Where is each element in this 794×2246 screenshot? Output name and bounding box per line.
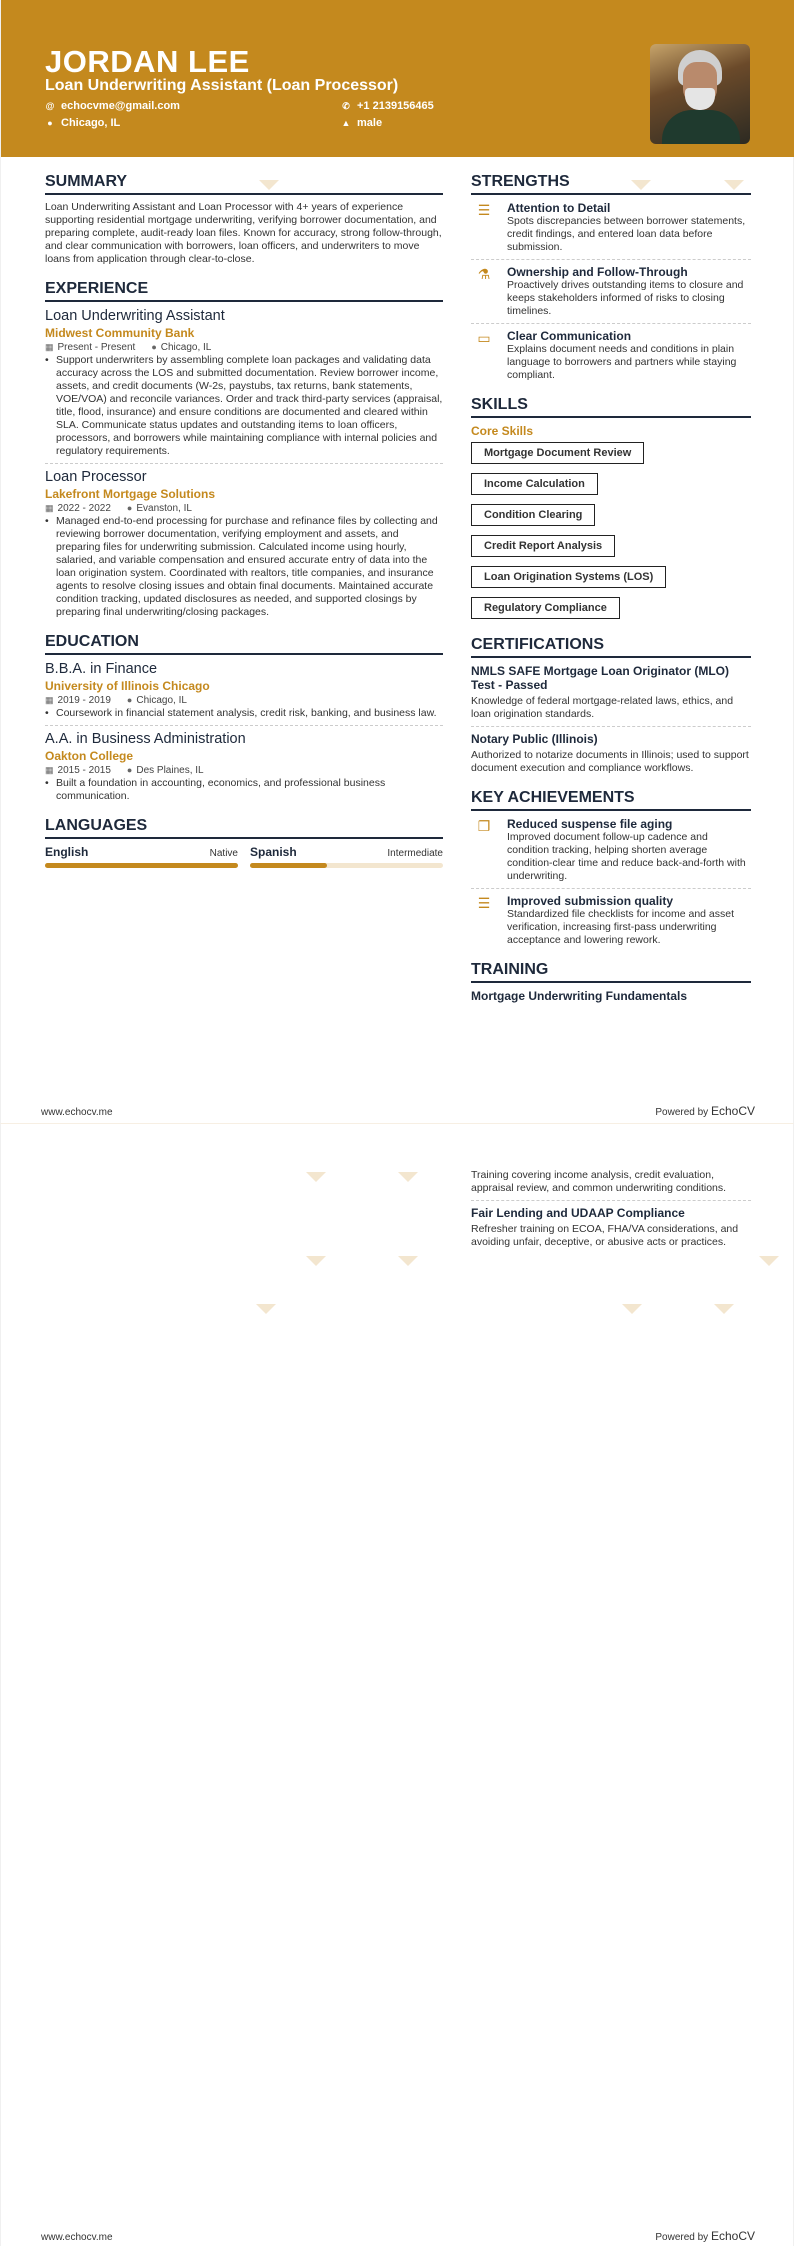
map-pin-icon: ● — [126, 503, 133, 513]
dates: 2019 - 2019 — [57, 695, 111, 706]
bullet: Managed end-to-end processing for purchase and refinance files by collecting and reviewing borrower documentation, verifying employment and assets, and preparing files for underwriting submission. Calculated income using hourly, salaried, and variable compensation and ensured accurate entry of data into the loan origination system. Coordinated with realtors, title companies, and insurance agents to resolve closing issues and obtain final documents. Maintained accurate condition tracking, updated disclosures as needed, and supported closings by preparing final underwriting/closing packages. — [56, 515, 438, 618]
language-name: English — [45, 845, 89, 859]
user-icon: ▲ — [341, 118, 351, 128]
experience-item: Loan Underwriting Assistant Midwest Community Bank ▦ Present - Present ● Chicago, IL • Support underwriters by assembling complete loan packages and validating data accuracy across the LOS and submitted documentation. Review borrower income, assets, and credit documents (W-2s, paystubs, tax returns, bank statements, VOE/VOA) and reconcile variances. Order and track third-party services (appraisal, title, flood, insurance) and ensure conditions are documented and cleared within SLA. Communicate status updates and outstanding items to loan officers, processors, and borrowers while maintaining compliance with internal policies and regulatory requirements. — [45, 308, 443, 457]
certifications-heading: CERTIFICATIONS — [471, 636, 751, 658]
gender-text: male — [357, 117, 383, 129]
organization: Lakefront Mortgage Solutions — [45, 487, 216, 501]
bullet: Support underwriters by assembling complete loan packages and validating data accuracy across the LOS and submitted documentation. Review borrower income, assets, and credit documents (W-2s, paystubs, tax returns, bank statements, VOE/VOA) and reconcile variances. Order and track third-party services (appraisal, title, flood, insurance) and ensure conditions are documented and cleared within SLA. Communicate status updates and outstanding items to loan officers, processors, and borrowers while maintaining compliance with internal policies and regulatory requirements. — [56, 354, 443, 457]
skill-tag: Mortgage Document Review — [471, 442, 644, 464]
right-column-continued — [471, 1169, 751, 1249]
strength-item — [471, 201, 751, 254]
certification-item — [471, 732, 751, 775]
training-item — [471, 989, 751, 1003]
powered-label: Powered by — [655, 1107, 709, 1118]
job-title: Loan Underwriting Assistant (Loan Processor) — [45, 77, 399, 94]
strength-item — [471, 329, 751, 382]
training-title: Fair Lending and UDAAP Compliance — [471, 1206, 685, 1220]
skill-tag: Income Calculation — [471, 473, 598, 495]
calendar-icon: ▦ — [45, 503, 54, 513]
achievements-heading: KEY ACHIEVEMENTS — [471, 789, 751, 811]
left-column — [45, 173, 443, 868]
education-item: A.A. in Business Administration Oakton College ▦ 2015 - 2015 ● Des Plaines, IL • Built a foundation in accounting, economics, and professional business communication. — [45, 731, 443, 803]
dates: Present - Present — [57, 342, 136, 353]
education-item: B.B.A. in Finance University of Illinois Chicago ▦ 2019 - 2019 ● Chicago, IL • Coursework in financial statement analysis, credit risk, banking, and business law. — [45, 661, 443, 720]
achievement-title: Reduced suspense file aging — [507, 817, 673, 831]
language-level: Intermediate — [387, 848, 443, 859]
location-text: Chicago, IL — [61, 117, 121, 129]
map-pin-icon: ● — [126, 765, 133, 775]
strength-title: Attention to Detail — [507, 201, 611, 215]
languages-heading: LANGUAGES — [45, 817, 443, 839]
strength-text: Explains document needs and conditions in plain language to borrowers and partners while staying compliant. — [507, 343, 737, 381]
strength-title: Clear Communication — [507, 329, 632, 343]
email[interactable] — [45, 100, 180, 112]
training-heading: TRAINING — [471, 961, 751, 983]
certification-text: Authorized to notarize documents in Illinois; used to support document execution and compliance workflows. — [471, 749, 749, 774]
summary-text: Loan Underwriting Assistant and Loan Processor with 4+ years of experience supporting residential mortgage underwriting, verifying borrower documentation, and preparing complete, audit-ready loan files. Known for accuracy, strong follow-through, and clear communication with borrowers, loan officers, and underwriters to move loans from application through clear-to-close. — [45, 201, 442, 265]
powered-by — [655, 1104, 755, 1118]
footer — [41, 2229, 755, 2243]
achievement-item — [471, 817, 751, 883]
strength-text: Spots discrepancies between borrower statements, credit findings, and entered loan data before submission. — [507, 215, 746, 253]
training-text: Refresher training on ECOA, FHA/VA considerations, and avoiding unfair, deceptive, or abusive acts or practices. — [471, 1223, 739, 1248]
bullet: Built a foundation in accounting, economics, and professional business communication. — [56, 777, 386, 802]
skill-tag: Regulatory Compliance — [471, 597, 620, 619]
training-item — [471, 1206, 751, 1249]
footer-site-link[interactable]: www.echocv.me — [41, 2232, 113, 2243]
role: Loan Underwriting Assistant — [45, 308, 225, 324]
footer-site-link[interactable]: www.echocv.me — [41, 1107, 113, 1118]
battery-icon: ▭ — [477, 330, 491, 346]
skill-group: Core Skills — [471, 424, 534, 438]
candidate-name: JORDAN LEE — [45, 44, 250, 79]
strengths-heading: STRENGTHS — [471, 173, 751, 195]
skill-tag: Credit Report Analysis — [471, 535, 615, 557]
strength-text: Proactively drives outstanding items to closure and keeps stakeholders informed of risks to closing timelines. — [507, 279, 744, 317]
skill-tag: Condition Clearing — [471, 504, 595, 526]
profile-photo — [650, 44, 750, 144]
location — [45, 117, 120, 129]
experience-item: Loan Processor Lakefront Mortgage Solutions ▦ 2022 - 2022 ● Evanston, IL • Managed end-to-end processing for purchase and refinance files by collecting and reviewing borrower documentation, verifying employment and assets, and preparing files for underwriting submission. Calculated income using hourly, salaried, and variable compensation and ensured accurate entry of data into the loan origination system. Coordinated with realtors, title companies, and insurance agents to resolve closing issues and obtain final documents. Maintained accurate condition tracking, updated disclosures as needed, and supported closings by preparing final underwriting/closing packages. — [45, 469, 443, 619]
calendar-icon: ▦ — [45, 765, 54, 775]
dates: 2022 - 2022 — [57, 503, 111, 514]
phone-icon: ✆ — [342, 100, 350, 111]
achievement-text: Standardized file checklists for income and asset verification, increasing first-pass underwriting acceptance and lowering rework. — [507, 908, 735, 946]
degree: B.B.A. in Finance — [45, 661, 158, 677]
proficiency-bar — [250, 863, 443, 868]
certification-title: Notary Public (Illinois) — [471, 732, 598, 746]
skill-tags — [471, 442, 751, 628]
organization: Midwest Community Bank — [45, 326, 195, 340]
phone-text: +1 2139156465 — [357, 100, 434, 112]
bullet: Coursework in financial statement analysis, credit risk, banking, and business law. — [56, 707, 437, 719]
lines-icon: ☰ — [477, 202, 491, 218]
right-column — [471, 173, 751, 1006]
language-name: Spanish — [250, 845, 297, 859]
location: Des Plaines, IL — [136, 765, 204, 776]
training-text: Training covering income analysis, credit evaluation, appraisal review, and common underwriting conditions. — [471, 1169, 727, 1194]
certification-item — [471, 664, 751, 721]
strength-title: Ownership and Follow-Through — [507, 265, 688, 279]
email-text: echocvme@gmail.com — [61, 100, 180, 112]
powered-by — [655, 2229, 755, 2243]
gender — [341, 117, 382, 129]
achievement-item — [471, 894, 751, 947]
lines-icon: ☰ — [477, 895, 491, 911]
header — [1, 0, 794, 157]
calendar-icon: ▦ — [45, 695, 54, 705]
map-pin-icon: ● — [47, 118, 53, 128]
calendar-icon: ▦ — [45, 342, 54, 352]
location: Evanston, IL — [136, 503, 192, 514]
degree: A.A. in Business Administration — [45, 731, 246, 747]
education-heading: EDUCATION — [45, 633, 443, 655]
achievement-title: Improved submission quality — [507, 894, 674, 908]
certification-title: NMLS SAFE Mortgage Loan Originator (MLO) Test - Passed — [471, 664, 729, 692]
language-level: Native — [209, 848, 238, 859]
skills-heading: SKILLS — [471, 396, 751, 418]
language-english — [45, 845, 238, 868]
powered-label: Powered by — [655, 2232, 709, 2243]
experience-heading: EXPERIENCE — [45, 280, 443, 302]
brand: EchoCV — [710, 2229, 755, 2243]
role: Loan Processor — [45, 469, 147, 485]
at-icon: @ — [45, 101, 55, 111]
footer — [41, 1104, 755, 1118]
certification-text: Knowledge of federal mortgage-related laws, ethics, and loan origination standards. — [471, 695, 734, 720]
map-pin-icon: ● — [126, 695, 133, 705]
brand: EchoCV — [710, 1104, 755, 1118]
proficiency-bar — [45, 863, 238, 868]
school: University of Illinois Chicago — [45, 679, 210, 693]
page-2 — [0, 1123, 794, 2246]
map-pin-icon: ● — [151, 342, 157, 352]
school: Oakton College — [45, 749, 134, 763]
phone[interactable] — [341, 100, 434, 112]
dates: 2015 - 2015 — [57, 765, 111, 776]
location: Chicago, IL — [136, 695, 187, 706]
achievement-text: Improved document follow-up cadence and condition tracking, helping shorten average condition-clear time and reduce back-and-forth with underwriting. — [507, 831, 746, 882]
skill-tag: Loan Origination Systems (LOS) — [471, 566, 666, 588]
location: Chicago, IL — [160, 342, 212, 353]
summary-heading: SUMMARY — [45, 173, 443, 195]
training-title: Mortgage Underwriting Fundamentals — [471, 989, 688, 1003]
strength-item — [471, 265, 751, 318]
language-spanish — [250, 845, 443, 868]
flask-icon: ⚗ — [477, 266, 491, 282]
documents-icon: ❐ — [477, 818, 491, 834]
